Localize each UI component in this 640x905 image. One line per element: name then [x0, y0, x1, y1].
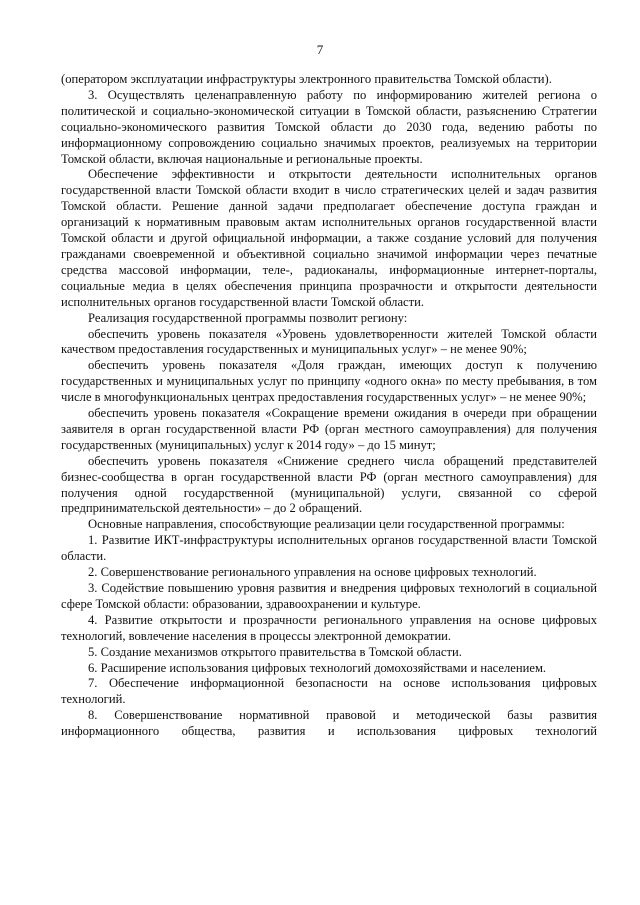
paragraph: 2. Совершенствование регионального управления на основе цифровых технологий.: [88, 565, 537, 580]
paragraph: Реализация государственной программы позволит региону:: [88, 310, 408, 325]
paragraph: (оператором эксплуатации инфраструктуры электронного правительства Томской области).: [61, 72, 552, 86]
paragraph: 8. Совершенствование нормативной правовой и методической базы развития информационного общества, развития и использования цифровых технологий: [61, 708, 597, 739]
paragraph: обеспечить уровень показателя «Уровень удовлетворенности жителей Томской области качеством предоставления государственных и муниципальных услуг» – не менее 90%;: [61, 326, 597, 357]
paragraph: 6. Расширение использования цифровых технологий домохозяйствами и населением.: [88, 660, 547, 675]
paragraph: Обеспечение эффективности и открытости деятельности исполнительных органов государственной власти Томской области входит в число стратегических целей и задач развития Томской области. Решение данной задачи предполагает обеспечение доступа граждан и организаций к нормативным правовым актам исполнительных органов государственной власти Томской области и другой официальной информации, а также создание условий для получения гражданами своевременной и объективной социально значимой информации через печатные средства массовой информации, теле-, радиоканалы, информационные интернет-порталы, социальные медиа в целях обеспечения принципа прозрачности и открытости деятельности исполнительных органов государственной власти Томской области.: [61, 167, 597, 309]
paragraph: 5. Создание механизмов открытого правительства в Томской области.: [88, 644, 462, 659]
paragraph: обеспечить уровень показателя «Доля граждан, имеющих доступ к получению государственных и муниципальных услуг по принципу «одного окна» по месту пребывания, в том числе в многофункциональных центрах предоставления государственных услуг» – не менее 90%;: [61, 358, 597, 405]
paragraph: обеспечить уровень показателя «Снижение среднего числа обращений представителей бизнес-сообщества в орган государственной власти РФ (орган местного самоуправления) для получения одной государственной (муниципальной) услуги, связанной со сферой предпринимательской деятельности» – до 2 обращений.: [61, 453, 597, 516]
paragraph: 7. Обеспечение информационной безопасности на основе использования цифровых технологий.: [61, 676, 597, 707]
page-number: 7: [316, 42, 324, 57]
paragraph: 3. Осуществлять целенаправленную работу по информированию жителей региона о политической и социально-экономической ситуации в Томской области, разъяснению Стратегии социально-экономического развития Томской области до 2030 года, ведению работы по информационному сопровождению социально значимых проектов, реализуемых на территории Томской области, включая национальные и региональные проекты.: [61, 87, 597, 166]
document-body: [61, 72, 597, 740]
paragraph: обеспечить уровень показателя «Сокращение времени ожидания в очереди при обращении заявителя в орган государственной власти РФ (орган местного самоуправления) для получения государственных (муниципальных) услуг к 2014 году» – до 15 минут;: [61, 406, 597, 452]
paragraph: 1. Развитие ИКТ-инфраструктуры исполнительных органов государственной власти Томской области.: [61, 533, 597, 564]
paragraph: 3. Содействие повышению уровня развития и внедрения цифровых технологий в социальной сфере Томской области: образовании, здравоохранении и культуре.: [61, 581, 597, 611]
paragraph: 4. Развитие открытости и прозрачности регионального управления на основе цифровых технологий, вовлечение населения в процессы электронной демократии.: [61, 612, 597, 643]
paragraph: Основные направления, способствующие реализации цели государственной программы:: [88, 517, 565, 532]
